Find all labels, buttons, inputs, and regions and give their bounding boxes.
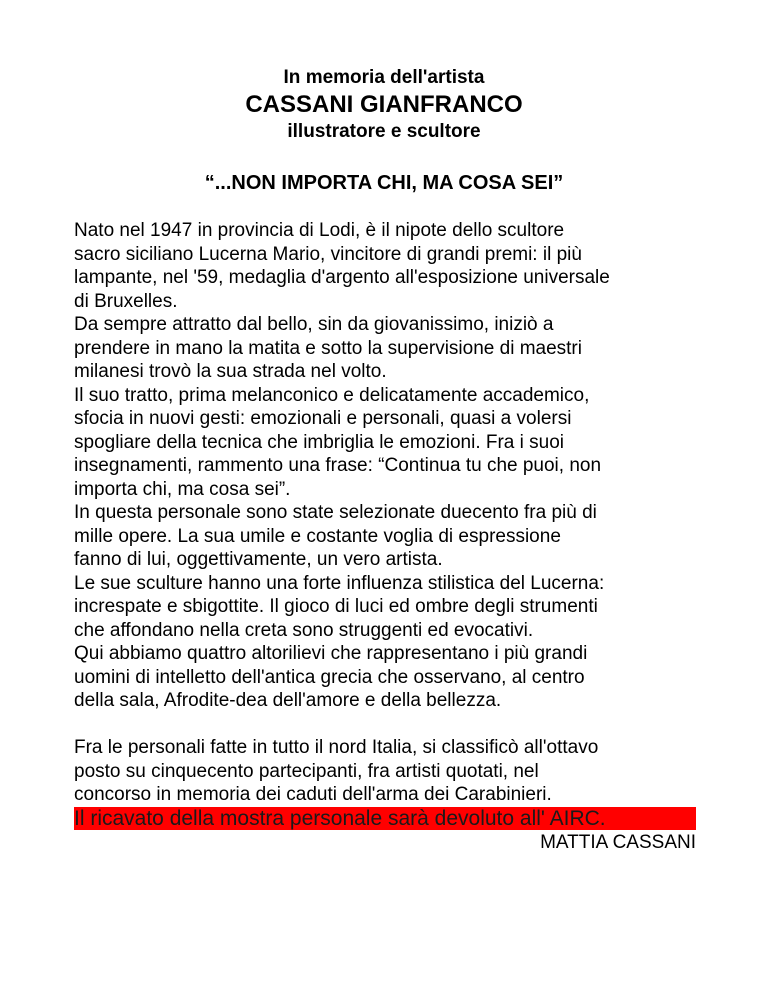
signature: MATTIA CASSANI bbox=[540, 832, 696, 853]
text-line: importa chi, ma cosa sei”. bbox=[74, 478, 291, 500]
text-line: Da sempre attratto dal bello, sin da giovanissimo, iniziò a bbox=[74, 314, 554, 335]
text-line: Nato nel 1947 in provincia di Lodi, è il nipote dello scultore bbox=[74, 220, 565, 241]
text-line: posto su cinquecento partecipanti, fra artisti quotati, nel bbox=[74, 760, 539, 782]
text-line: lampante, nel '59, medaglia d'argento all'esposizione universale bbox=[74, 267, 610, 288]
text-line: di Bruxelles. bbox=[74, 290, 178, 312]
paragraph-biography bbox=[74, 219, 704, 713]
text-line: increspate e sbigottite. Il gioco di luci ed ombre degli strumenti bbox=[74, 596, 598, 617]
text-line: concorso in memoria dei caduti dell'arma dei Carabinieri. bbox=[74, 784, 552, 805]
text-line: che affondano nella creta sono struggenti ed evocativi. bbox=[74, 619, 534, 641]
text-line: spogliare della tecnica che imbriglia le emozioni. Fra i suoi bbox=[74, 431, 565, 453]
body-text bbox=[74, 219, 704, 855]
text-line: sacro siciliano Lucerna Mario, vincitore di grandi premi: il più bbox=[74, 243, 582, 265]
text-line: prendere in mano la matita e sotto la supervisione di maestri bbox=[74, 337, 582, 359]
text-line: della sala, Afrodite-dea dell'amore e della bellezza. bbox=[74, 690, 502, 711]
text-line: Il suo tratto, prima melanconico e delicatamente accademico, bbox=[74, 384, 590, 406]
highlight-note: Il ricavato della mostra personale sarà devoluto all' AIRC. bbox=[74, 807, 696, 830]
text-line: In questa personale sono state selezionate duecento fra più di bbox=[74, 502, 597, 523]
text-line: milanesi trovò la sua strada nel volto. bbox=[74, 361, 387, 382]
artist-role: illustratore e scultore bbox=[287, 121, 481, 142]
text-line: mille opere. La sua umile e costante voglia di espressione bbox=[74, 525, 561, 547]
text-line: sfocia in nuovi gesti: emozionali e personali, quasi a volersi bbox=[74, 408, 572, 429]
text-line: fanno di lui, oggettivamente, un vero artista. bbox=[74, 549, 443, 570]
text-line: Le sue sculture hanno una forte influenza stilistica del Lucerna: bbox=[74, 572, 605, 594]
text-line: Fra le personali fatte in tutto il nord Italia, si classificò all'ottavo bbox=[74, 737, 599, 758]
header bbox=[0, 66, 768, 144]
quote-title: “...NON IMPORTA CHI, MA COSA SEI” bbox=[204, 172, 564, 194]
text-line: Qui abbiamo quattro altorilievi che rappresentano i più grandi bbox=[74, 643, 588, 664]
paragraph-gap bbox=[74, 713, 704, 737]
text-line: insegnamenti, rammento una frase: “Continua tu che puoi, non bbox=[74, 455, 602, 476]
header-intro: In memoria dell'artista bbox=[283, 67, 485, 88]
text-line: uomini di intelletto dell'antica grecia che osservano, al centro bbox=[74, 666, 585, 688]
artist-name: CASSANI GIANFRANCO bbox=[245, 91, 523, 118]
paragraph-awards bbox=[74, 736, 704, 807]
